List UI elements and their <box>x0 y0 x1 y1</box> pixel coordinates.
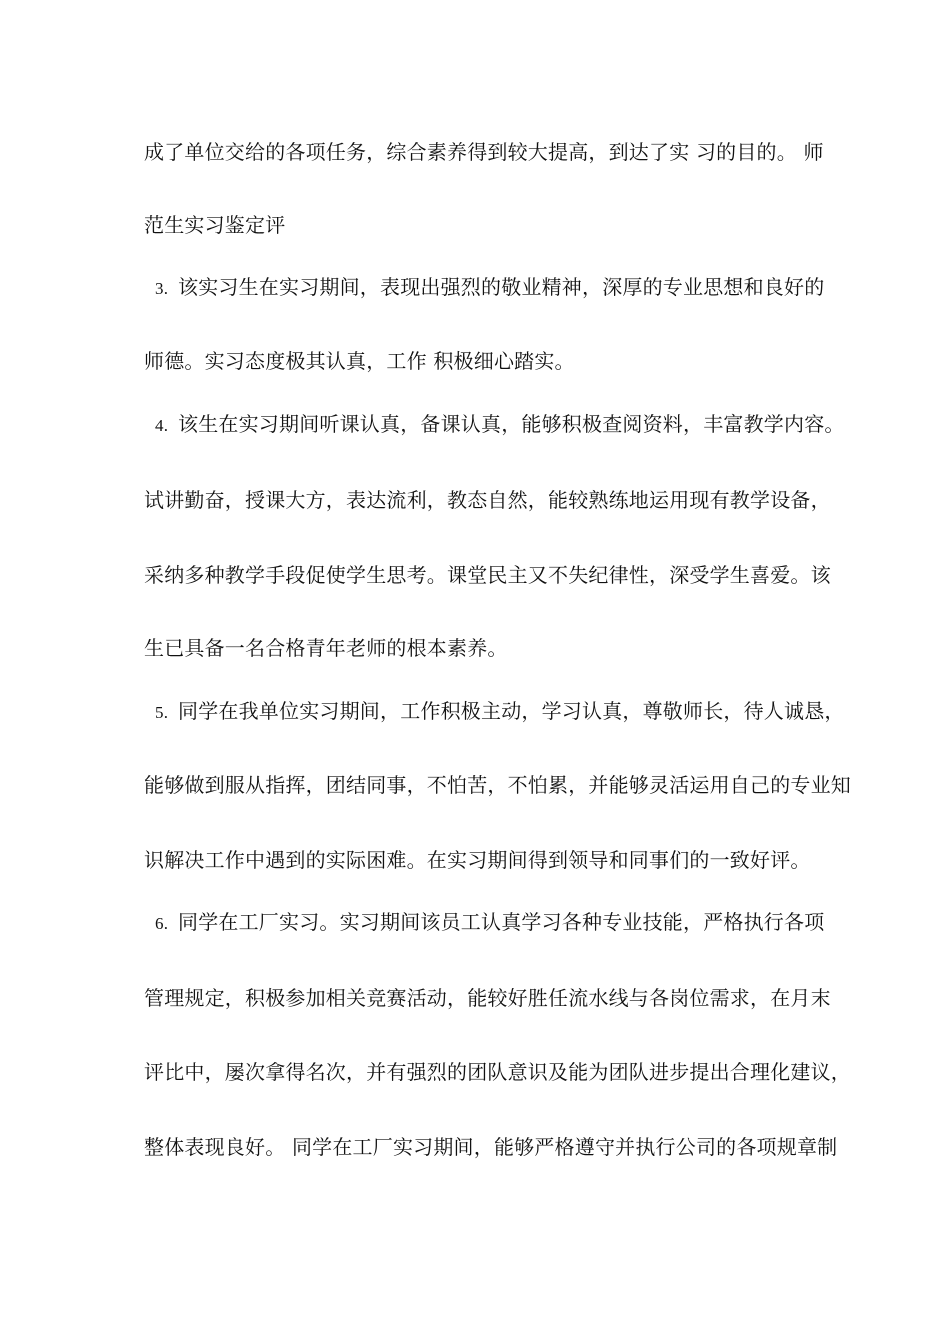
text-line <box>144 1058 851 1086</box>
line-text: 同学在我单位实习期间，工作积极主动，学习认真，尊敬师长，待人诚恳， <box>178 699 845 723</box>
line-text: 采纳多种教学手段促使学生思考。课堂民主又不失纪律性，深受学生喜爱。该 <box>144 563 831 587</box>
numbered-paragraph <box>144 410 845 440</box>
paragraph-number: 6. <box>155 914 169 933</box>
numbered-paragraph <box>144 273 824 303</box>
line-text: 管理规定，积极参加相关竞赛活动，能较好胜任流水线与各岗位需求，在月末 <box>144 986 831 1010</box>
text-line <box>144 211 824 239</box>
paragraph-number: 3. <box>155 279 169 298</box>
paragraph-number: 5. <box>155 703 169 722</box>
text-line <box>144 486 831 514</box>
text-line <box>144 561 831 589</box>
line-text: 成了单位交给的各项任务，综合素养得到较大提高，到达了实 习的目的。 师 <box>144 140 824 164</box>
line-text: 生已具备一名合格青年老师的根本素养。 <box>144 636 508 660</box>
text-line <box>144 771 851 799</box>
line-text: 同学在工厂实习。实习期间该员工认真学习各种专业技能，严格执行各项 <box>178 910 825 934</box>
numbered-paragraph <box>144 697 845 727</box>
text-line <box>144 846 824 874</box>
paragraph-number: 4. <box>155 416 169 435</box>
text-line <box>144 984 831 1012</box>
line-text: 识解决工作中遇到的实际困难。在实习期间得到领导和同事们的一致好评。 <box>144 848 811 872</box>
line-text: 范生实习鉴定评 <box>144 213 286 237</box>
line-text: 评比中，屡次拿得名次，并有强烈的团队意识及能为团队进步提出合理化建议， <box>144 1060 851 1084</box>
line-text: 该实习生在实习期间，表现出强烈的敬业精神，深厚的专业思想和良好的 <box>178 275 825 299</box>
line-text: 能够做到服从指挥，团结同事，不怕苦，不怕累，并能够灵活运用自己的专业知 <box>144 773 851 797</box>
text-line <box>144 1133 838 1161</box>
text-line <box>144 634 824 662</box>
line-text: 该生在实习期间听课认真，备课认真，能够积极查阅资料，丰富教学内容。 <box>178 412 845 436</box>
numbered-paragraph <box>144 908 824 938</box>
text-line <box>144 347 824 375</box>
line-text: 整体表现良好。 同学在工厂实习期间，能够严格遵守并执行公司的各项规章制 <box>144 1135 838 1159</box>
text-line <box>144 138 824 166</box>
line-text: 师德。实习态度极其认真，工作 积极细心踏实。 <box>144 349 575 373</box>
line-text: 试讲勤奋，授课大方，表达流利，教态自然，能较熟练地运用现有教学设备， <box>144 488 831 512</box>
